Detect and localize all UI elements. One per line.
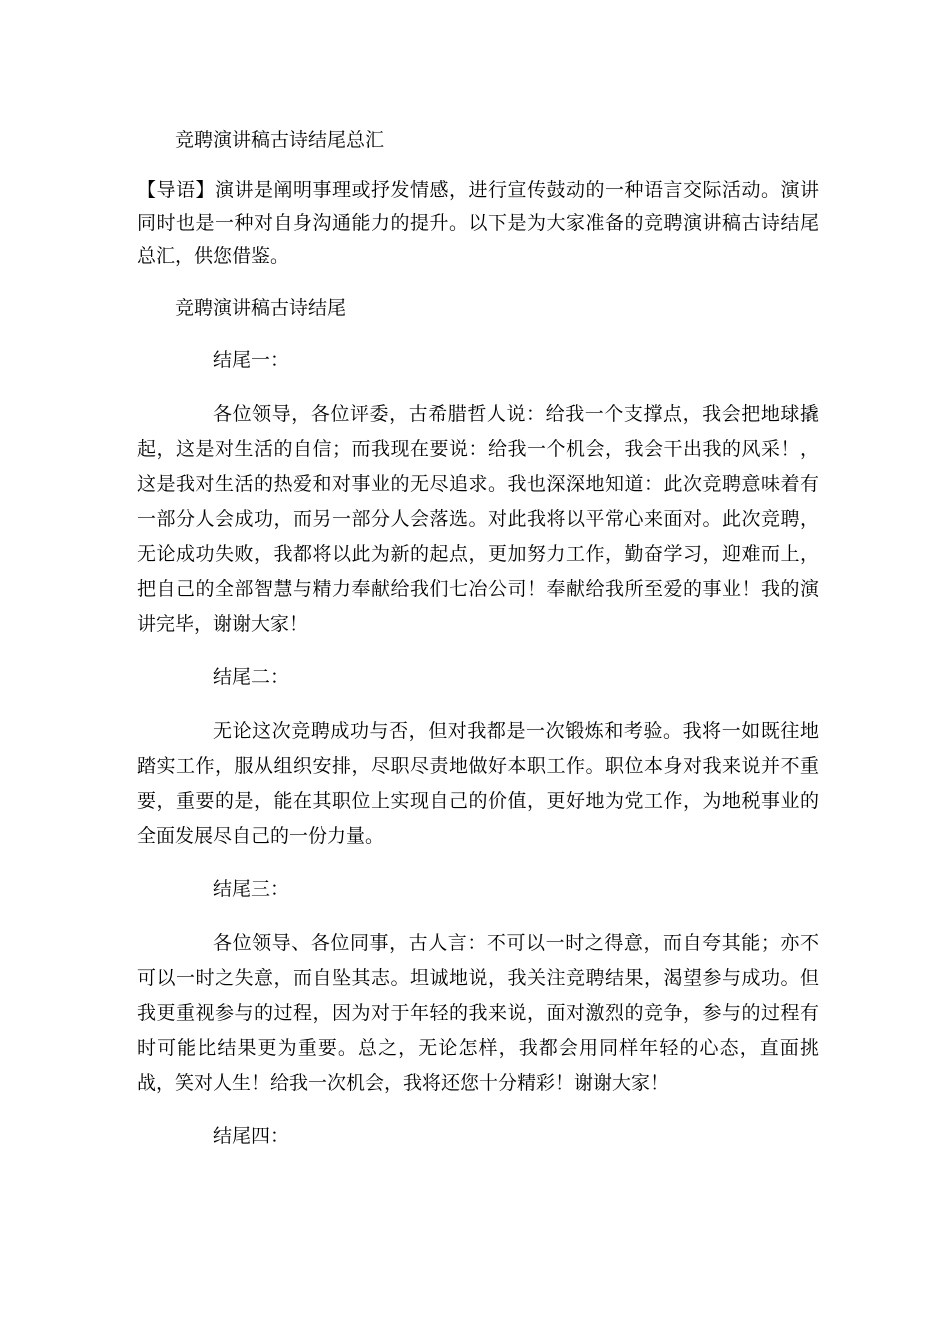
document-title: 竞聘演讲稿古诗结尾总汇 — [175, 129, 385, 151]
intro-paragraph: 【导语】演讲是阐明事理或抒发情感，进行宣传鼓动的一种语言交际活动。演讲同时也是一种对自身沟通能力的提升。以下是为大家准备的竞聘演讲稿古诗结尾总汇，供您借鉴。 — [137, 179, 819, 267]
ending-two-label: 结尾二： — [213, 666, 290, 688]
section-subtitle: 竞聘演讲稿古诗结尾 — [175, 297, 347, 319]
ending-four-label: 结尾四： — [213, 1125, 290, 1147]
ending-one-text: 各位领导，各位评委，古希腊哲人说：给我一个支撑点，我会把地球撬起，这是对生活的自信；而我现在要说：给我一个机会，我会干出我的风采！，这是我对生活的热爱和对事业的无尽追求。我也深深地知道：此次竞聘意味着有一部分人会成功，而另一部分人会落选。对此我将以平常心来面对。此次竞聘，无论成功失败，我都将以此为新的起点，更加努力工作，勤奋学习，迎难而上，把自己的全部智慧与精力奉献给我们七冶公司！奉献给我所至爱的事业！我的演讲完毕，谢谢大家！ — [137, 403, 819, 635]
ending-one-label: 结尾一： — [213, 349, 290, 371]
document-page — [137, 124, 819, 1173]
ending-three-label: 结尾三： — [213, 878, 290, 900]
ending-two-text: 无论这次竞聘成功与否，但对我都是一次锻炼和考验。我将一如既往地踏实工作，服从组织安排，尽职尽责地做好本职工作。职位本身对我来说并不重要，重要的是，能在其职位上实现自己的价值，更好地为党工作，为地税事业的全面发展尽自己的一份力量。 — [137, 720, 819, 847]
ending-three-text: 各位领导、各位同事，古人言：不可以一时之得意，而自夸其能；亦不可以一时之失意，而自坠其志。坦诚地说，我关注竞聘结果，渴望参与成功。但我更重视参与的过程，因为对于年轻的我来说，面对激烈的竞争，参与的过程有时可能比结果更为重要。总之，无论怎样，我都会用同样年轻的心态，直面挑战，笑对人生！给我一次机会，我将还您十分精彩！谢谢大家！ — [137, 932, 819, 1094]
